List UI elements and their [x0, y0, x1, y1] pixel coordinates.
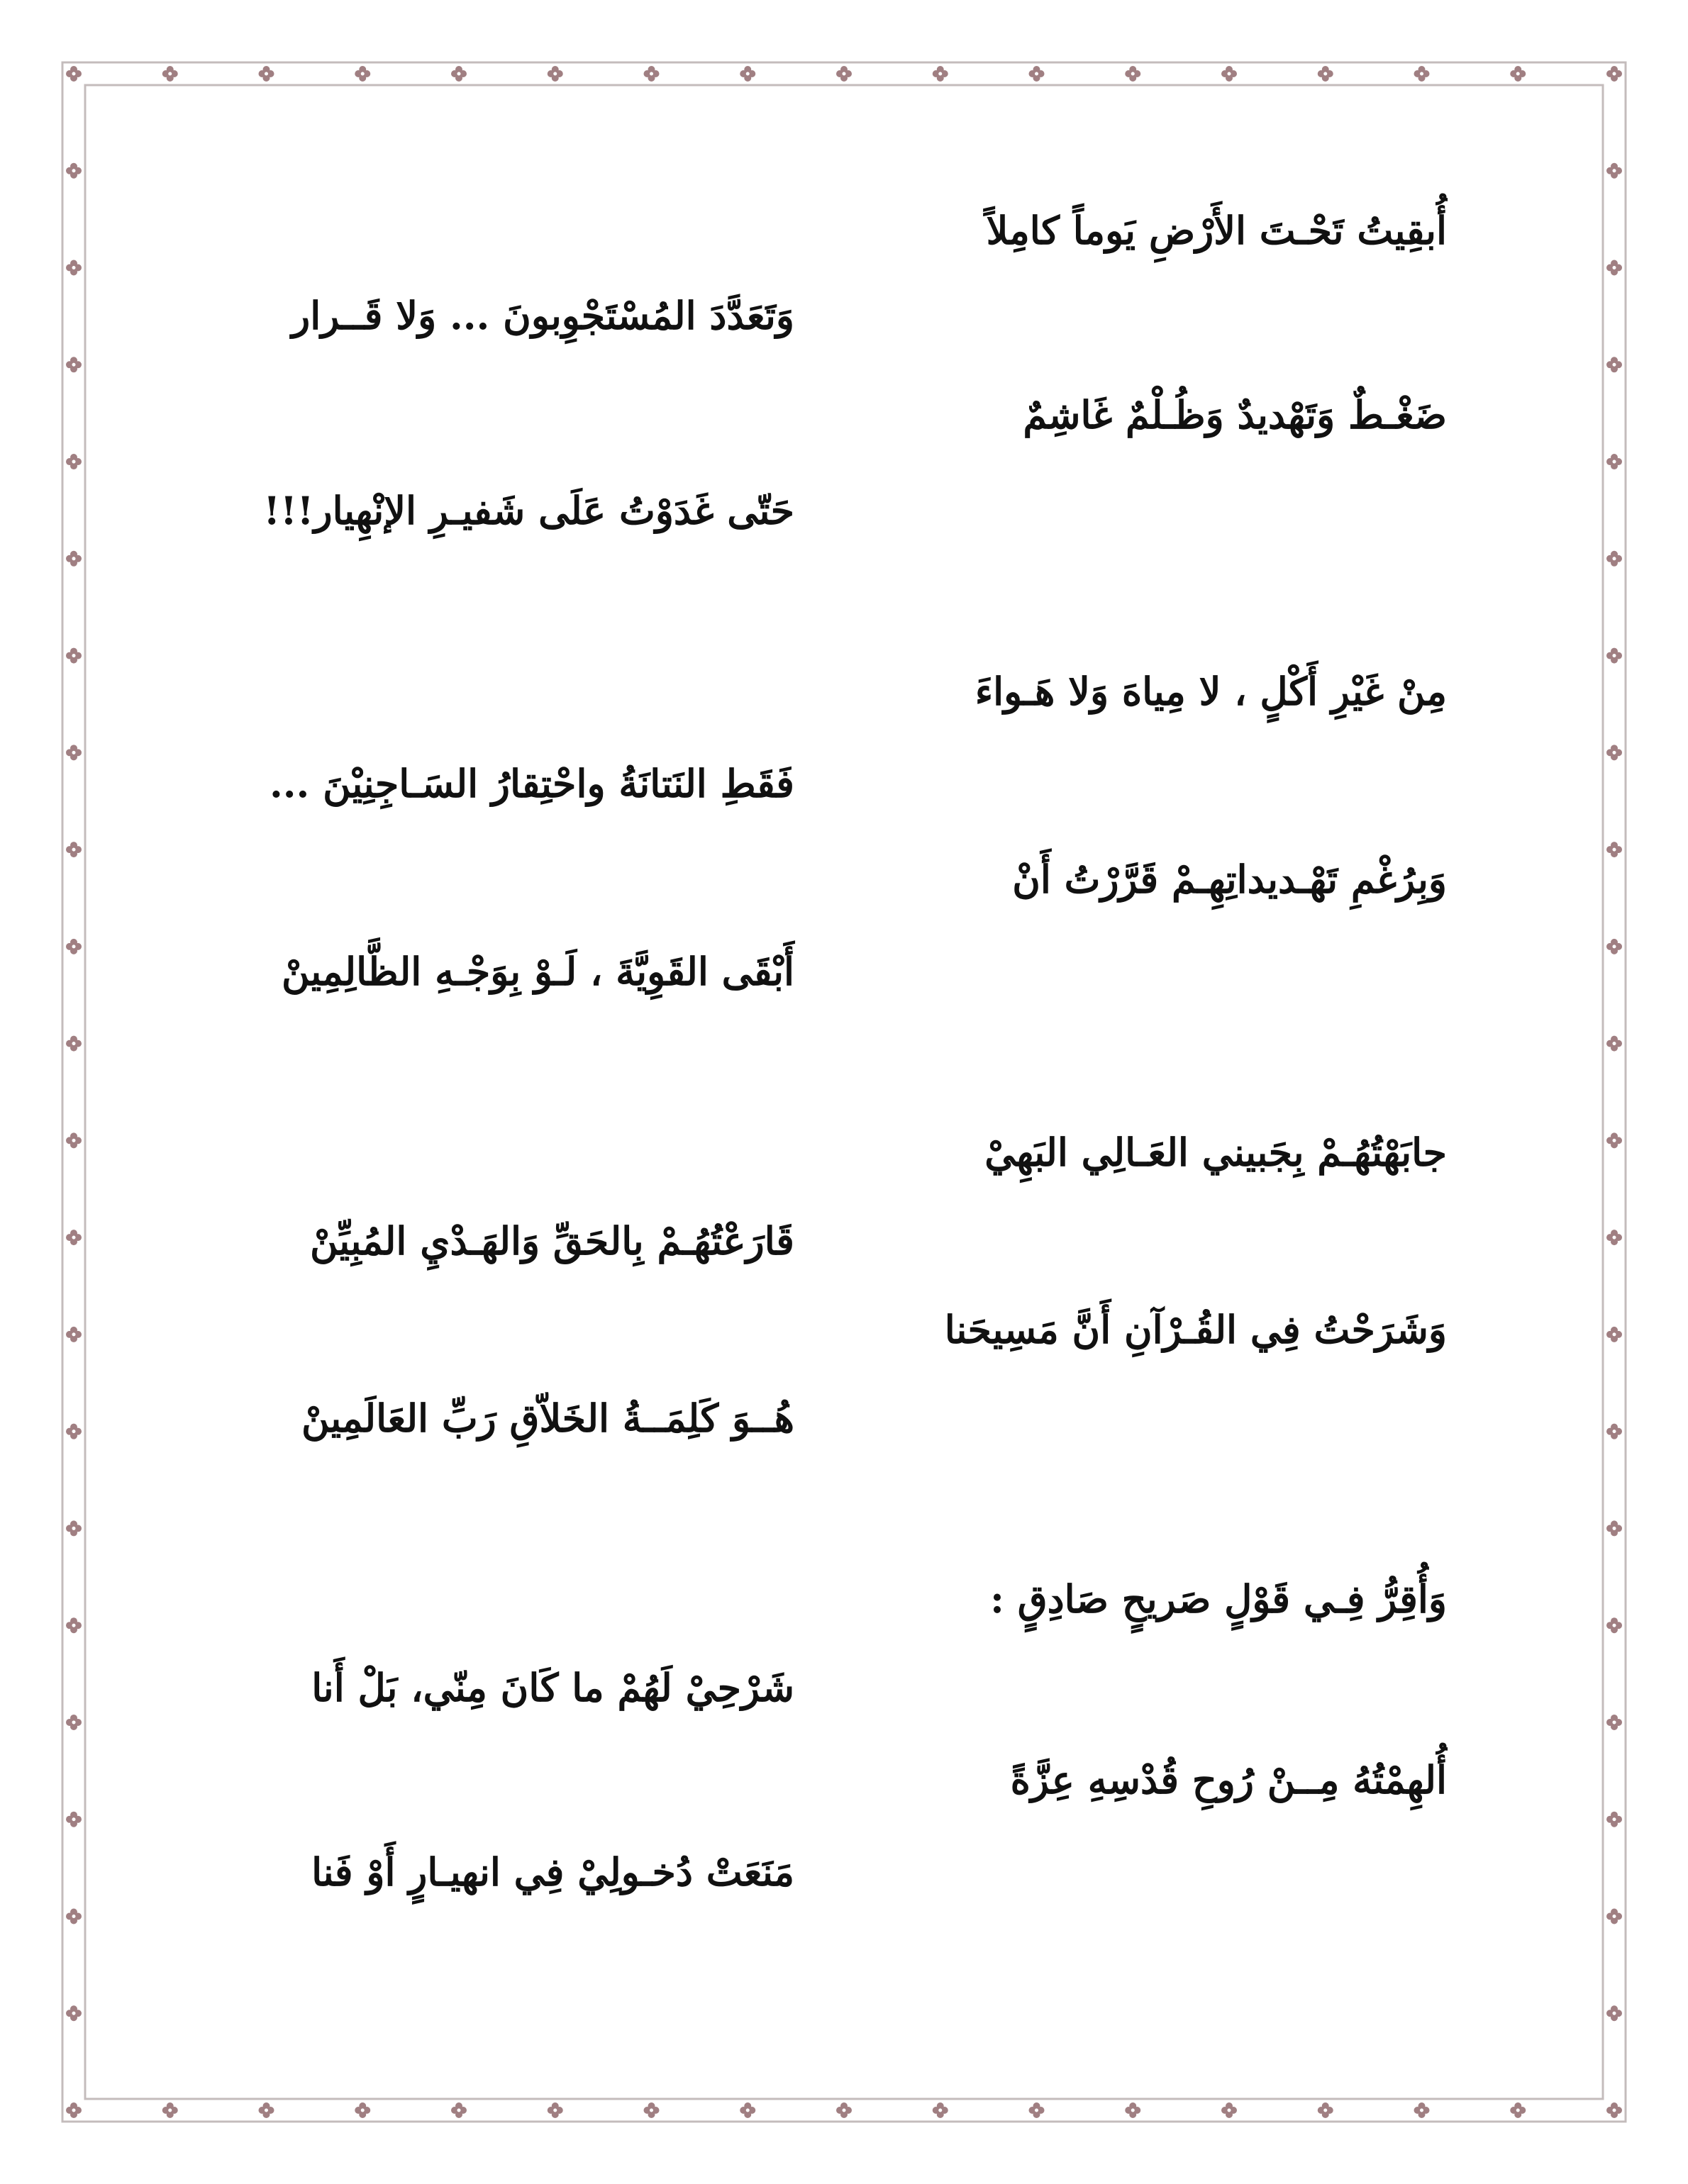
four-petal-flower-icon	[451, 2102, 467, 2118]
four-petal-flower-icon	[1606, 842, 1622, 857]
four-petal-flower-icon	[66, 1327, 82, 1342]
four-petal-flower-icon	[66, 842, 82, 857]
verse-line: وَبِرُغْمِ تَهْـديداتِهِـمْ قَرَّرْتُ أَنْ	[1012, 857, 1447, 902]
four-petal-flower-icon	[836, 66, 852, 82]
four-petal-flower-icon	[1606, 66, 1622, 82]
four-petal-flower-icon	[66, 66, 82, 82]
four-petal-flower-icon	[1029, 2102, 1045, 2118]
four-petal-flower-icon	[1221, 2102, 1237, 2118]
frame-lines	[62, 62, 1626, 2122]
four-petal-flower-icon	[1606, 745, 1622, 760]
verse-line: أَبْقَى القَوِيَّةَ ، لَـوْ بِوَجْـهِ الظَّالِمِينْ	[282, 949, 794, 994]
four-petal-flower-icon	[1606, 1327, 1622, 1342]
four-petal-flower-icon	[1606, 551, 1622, 567]
four-petal-flower-icon	[1606, 648, 1622, 664]
four-petal-flower-icon	[66, 260, 82, 276]
four-petal-flower-icon	[1606, 2102, 1622, 2118]
border-ornaments	[66, 66, 1622, 2118]
four-petal-flower-icon	[66, 745, 82, 760]
verse-line: مَنَعَتْ دُخـولِيْ فِي انهيـارٍ أَوْ فَنا	[311, 1849, 794, 1895]
four-petal-flower-icon	[548, 2102, 563, 2118]
verse-line: وَتَعَدَّدَ المُسْتَجْوِبونَ ... وَلا قَــرار	[291, 293, 794, 338]
four-petal-flower-icon	[740, 66, 755, 82]
four-petal-flower-icon	[1606, 939, 1622, 954]
verse-line: هُــوَ كَلِمَــةُ الخَلاّقِ رَبِّ العَالَمِينْ	[301, 1395, 794, 1441]
four-petal-flower-icon	[644, 2102, 660, 2118]
verse-line: جابَهْتُهُـمْ بِجَبيني العَـالِي البَهِيْ	[984, 1130, 1447, 1175]
four-petal-flower-icon	[66, 1715, 82, 1730]
four-petal-flower-icon	[1606, 1230, 1622, 1245]
verse-line: قَارَعْتُهُـمْ بِالحَقِّ وَالهَـدْيِ المُبِيِّنْ	[310, 1218, 794, 1264]
four-petal-flower-icon	[1606, 357, 1622, 372]
four-petal-flower-icon	[836, 2102, 852, 2118]
four-petal-flower-icon	[1606, 1132, 1622, 1148]
four-petal-flower-icon	[1318, 2102, 1333, 2118]
four-petal-flower-icon	[548, 66, 563, 82]
four-petal-flower-icon	[66, 1812, 82, 1827]
four-petal-flower-icon	[66, 551, 82, 567]
four-petal-flower-icon	[1606, 2005, 1622, 2021]
four-petal-flower-icon	[933, 2102, 948, 2118]
four-petal-flower-icon	[644, 66, 660, 82]
four-petal-flower-icon	[66, 648, 82, 664]
four-petal-flower-icon	[66, 1036, 82, 1052]
four-petal-flower-icon	[66, 163, 82, 179]
four-petal-flower-icon	[1221, 66, 1237, 82]
four-petal-flower-icon	[740, 2102, 755, 2118]
four-petal-flower-icon	[66, 1132, 82, 1148]
four-petal-flower-icon	[66, 454, 82, 469]
four-petal-flower-icon	[259, 2102, 274, 2118]
four-petal-flower-icon	[1318, 66, 1333, 82]
four-petal-flower-icon	[355, 2102, 370, 2118]
four-petal-flower-icon	[259, 66, 274, 82]
four-petal-flower-icon	[66, 1908, 82, 1924]
four-petal-flower-icon	[1606, 1715, 1622, 1730]
four-petal-flower-icon	[66, 1520, 82, 1536]
four-petal-flower-icon	[66, 1230, 82, 1245]
four-petal-flower-icon	[1510, 2102, 1526, 2118]
four-petal-flower-icon	[66, 1617, 82, 1633]
frame-line	[62, 62, 1626, 2122]
four-petal-flower-icon	[451, 66, 467, 82]
four-petal-flower-icon	[933, 66, 948, 82]
verse-line: أُبقِيتُ تَحْـتَ الأَرْضِ يَوماً كامِلاً	[986, 208, 1447, 253]
verse-line: أُلهِمْتُهُ مِــنْ رُوحِ قُدْسِهِ عِزَّةً	[1010, 1757, 1447, 1803]
four-petal-flower-icon	[355, 66, 370, 82]
four-petal-flower-icon	[1125, 2102, 1140, 2118]
verse-line: وَشَرَحْتُ فِي القُـرْآنِ أَنَّ مَسِيحَنا	[944, 1307, 1447, 1352]
four-petal-flower-icon	[1414, 66, 1430, 82]
four-petal-flower-icon	[1606, 1812, 1622, 1827]
verse-line: وَأُقِرُّ فِـي قَوْلٍ صَريحٍ صَادِقٍ :	[990, 1576, 1447, 1622]
four-petal-flower-icon	[1606, 454, 1622, 469]
verse-line: حَتّى غَدَوْتُ عَلَى شَفيـرِ الإنْهِيار!!!	[263, 488, 794, 533]
four-petal-flower-icon	[1606, 1036, 1622, 1052]
four-petal-flower-icon	[66, 357, 82, 372]
four-petal-flower-icon	[162, 66, 178, 82]
four-petal-flower-icon	[1606, 1617, 1622, 1633]
four-petal-flower-icon	[162, 2102, 178, 2118]
four-petal-flower-icon	[1606, 1908, 1622, 1924]
four-petal-flower-icon	[66, 2102, 82, 2118]
four-petal-flower-icon	[1606, 1520, 1622, 1536]
verse-line: فَقَطِ النَتانَةُ واحْتِقارُ السَـاجِنِيْنَ ...	[269, 761, 794, 806]
verse-line: ضَغْـطٌ وَتَهْديدٌ وَظُـلْمٌ غَاشِمٌ	[1023, 392, 1447, 438]
verse-line: شَرْحِيْ لَهُمْ ما كَانَ مِنّي، بَلْ أَنا	[311, 1665, 794, 1710]
four-petal-flower-icon	[1029, 66, 1045, 82]
four-petal-flower-icon	[66, 2005, 82, 2021]
four-petal-flower-icon	[1510, 66, 1526, 82]
four-petal-flower-icon	[66, 1424, 82, 1439]
four-petal-flower-icon	[1606, 163, 1622, 179]
four-petal-flower-icon	[66, 939, 82, 954]
four-petal-flower-icon	[1125, 66, 1140, 82]
four-petal-flower-icon	[1606, 260, 1622, 276]
four-petal-flower-icon	[1606, 1424, 1622, 1439]
four-petal-flower-icon	[1414, 2102, 1430, 2118]
verse-line: مِنْ غَيْرِ أَكْلٍ ، لا مِياهَ وَلا هَـواءَ	[975, 669, 1447, 714]
